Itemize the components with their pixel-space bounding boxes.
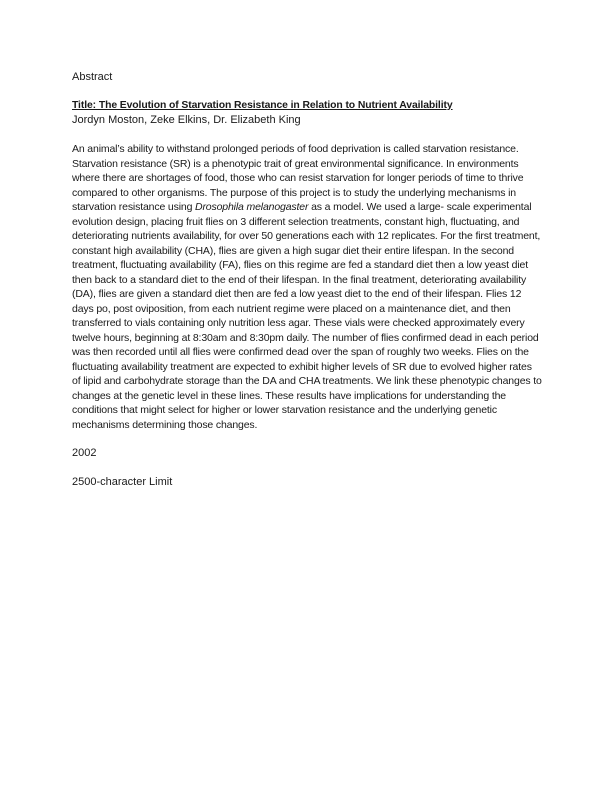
- document-content: [72, 70, 542, 490]
- abstract-title: Title: The Evolution of Starvation Resistance in Relation to Nutrient Availability: [72, 99, 453, 111]
- abstract-body: [72, 142, 542, 432]
- year-label: 2002: [72, 447, 97, 460]
- author-list: Jordyn Moston, Zeke Elkins, Dr. Elizabeth King: [72, 114, 301, 127]
- character-limit-label: 2500-character Limit: [72, 475, 173, 488]
- abstract-heading: Abstract: [72, 71, 113, 83]
- abstract-body-text-main: as a model. We used a large- scale experimental evolution design, placing fruit flies on 3 different selection treatments, constant high, fluctuating, and deteriorating nutrients availability, for over 50 generations each with 12 replicates. For the first treatment, constant high availability (CHA), flies are given a high sugar diet their entire lifespan. In the second treatment, fluctuating availability (FA), flies on this regime are fed a standard diet then a low yeast diet then back to a standard diet to the end of their lifespan. In the final treatment, deteriorating availability (DA), flies are given a standard diet then are fed a low yeast diet to the end of their lifespan. Flies 12 days po, post oviposition, from each nutrient regime were placed on a maintenance diet, and then transferred to vials containing only nutrition less agar. These vials were checked approximately every twelve hours, beginning at 8:30am and 8:30pm daily. The number of flies confirmed dead in each period was then recorded until all flies were confirmed dead over the span of roughly two weeks. Flies on the fluctuating availability treatment are expected to exhibit higher levels of SR due to evolved higher rates of lipid and carbohydrate storage than the DA and CHA treatments. We link these phenotypic changes to changes at the genetic level in these lines. These results have implications for understanding the conditions that might select for higher or lower starvation resistance and the underlying genetic mechanisms determining those changes.: [72, 201, 542, 431]
- abstract-body-text-intro: An animal’s ability to withstand prolonged periods of food deprivation is called starvation resistance. Starvation resistance (SR) is a phenotypic trait of great environmental significance. In environments where there are shortages of food, those who can resist starvation for longer periods of time to thrive compared to other organisms. The purpose of this project is to study the underlying mechanisms in starvation resistance using: [72, 143, 524, 214]
- species-name: Drosophila melanogaster: [195, 201, 309, 214]
